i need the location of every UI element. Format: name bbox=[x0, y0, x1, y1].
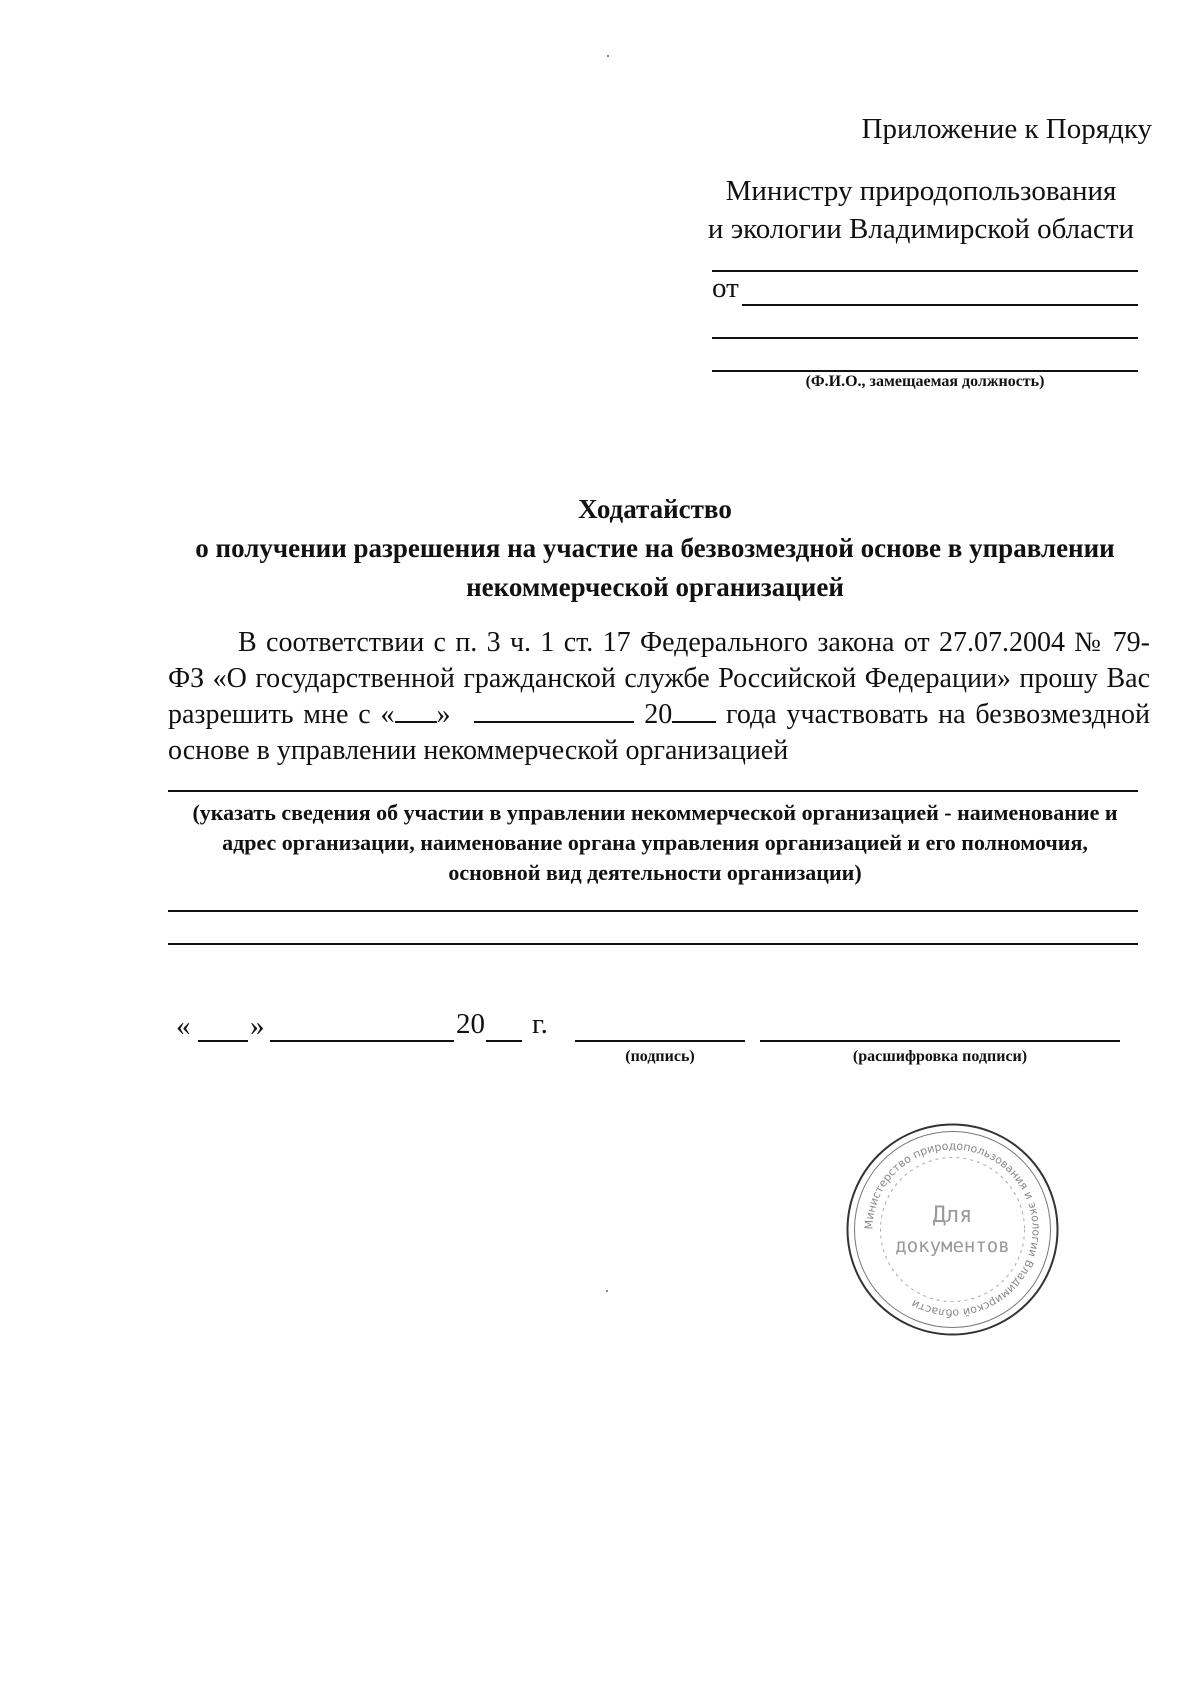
year-prefix: 20 bbox=[456, 1008, 485, 1040]
addressee-line-2: и экологии Владимирской области bbox=[707, 213, 1135, 245]
sender-blank-line-3 bbox=[712, 337, 1138, 339]
paragraph-part-1: В соответствии с п. 3 ч. 1 ст. 17 Федерального закона от 27.07.2004 № 79-ФЗ «О государственной гражданской службе Российской Федерации» прошу Вас разрешить мне с « bbox=[168, 627, 1150, 730]
date-quote-close: » bbox=[250, 1010, 265, 1042]
organization-info-field[interactable] bbox=[168, 790, 1138, 792]
sender-name-field[interactable] bbox=[742, 304, 1138, 306]
from-label: от bbox=[712, 272, 739, 304]
signature-month-field[interactable] bbox=[270, 1040, 454, 1042]
signature-decode-field[interactable] bbox=[760, 1040, 1120, 1042]
scan-speck-1 bbox=[607, 55, 609, 57]
hint-line-3: основной вид деятельности организации) bbox=[448, 860, 862, 885]
stamp-center-line-1: Для bbox=[932, 1203, 973, 1228]
paragraph-part-2: » bbox=[436, 699, 461, 730]
organization-info-hint bbox=[160, 798, 1150, 888]
hint-line-1: (указать сведения об участии в управлении некоммерческой организацией - наименование и bbox=[192, 800, 1118, 825]
year-suffix: г. bbox=[532, 1008, 548, 1040]
signature-field[interactable] bbox=[575, 1040, 745, 1042]
hint-line-2: адрес организации, наименование органа управления организацией и его полномочия, bbox=[222, 830, 1088, 855]
appendix-label: Приложение к Порядку bbox=[861, 113, 1152, 145]
month-blank[interactable] bbox=[474, 699, 634, 723]
signature-caption: (подпись) bbox=[625, 1048, 695, 1065]
request-paragraph bbox=[168, 625, 1150, 769]
sender-blank-line-1 bbox=[712, 270, 1138, 272]
scan-speck-2 bbox=[606, 1290, 608, 1292]
signature-year-field[interactable] bbox=[486, 1040, 522, 1042]
stamp-ring-text: Министерство природопользования и экологии Владимирской области bbox=[862, 1139, 1043, 1320]
fio-caption: (Ф.И.О., замещаемая должность) bbox=[805, 373, 1045, 390]
organization-info-line-3[interactable] bbox=[168, 943, 1138, 945]
stamp-seal-icon bbox=[845, 1122, 1060, 1337]
addressee-line-1: Министру природопользования bbox=[725, 175, 1117, 207]
signature-day-field[interactable] bbox=[198, 1040, 248, 1042]
title-line-3: некоммерческой организацией bbox=[466, 572, 844, 602]
sender-blank-line-4 bbox=[712, 370, 1138, 372]
day-blank[interactable] bbox=[395, 699, 437, 723]
addressee bbox=[690, 172, 1152, 248]
stamp-center-line-2: документов bbox=[895, 1235, 1010, 1257]
title-line-2: о получении разрешения на участие на безвозмездной основе в управлении bbox=[195, 533, 1115, 563]
year-blank[interactable] bbox=[672, 699, 716, 723]
paragraph-part-3: 20 bbox=[634, 699, 673, 730]
document-title bbox=[160, 490, 1150, 607]
title-line-1: Ходатайство bbox=[578, 494, 732, 524]
paragraph-part-4: года участвовать на безвозмездной основе в управлении некоммерческой организацией bbox=[168, 699, 1151, 766]
official-stamp bbox=[845, 1122, 1060, 1337]
signature-decode-caption: (расшифровка подписи) bbox=[852, 1048, 1028, 1065]
date-quote-open: « bbox=[176, 1010, 191, 1042]
organization-info-line-2[interactable] bbox=[168, 910, 1138, 912]
